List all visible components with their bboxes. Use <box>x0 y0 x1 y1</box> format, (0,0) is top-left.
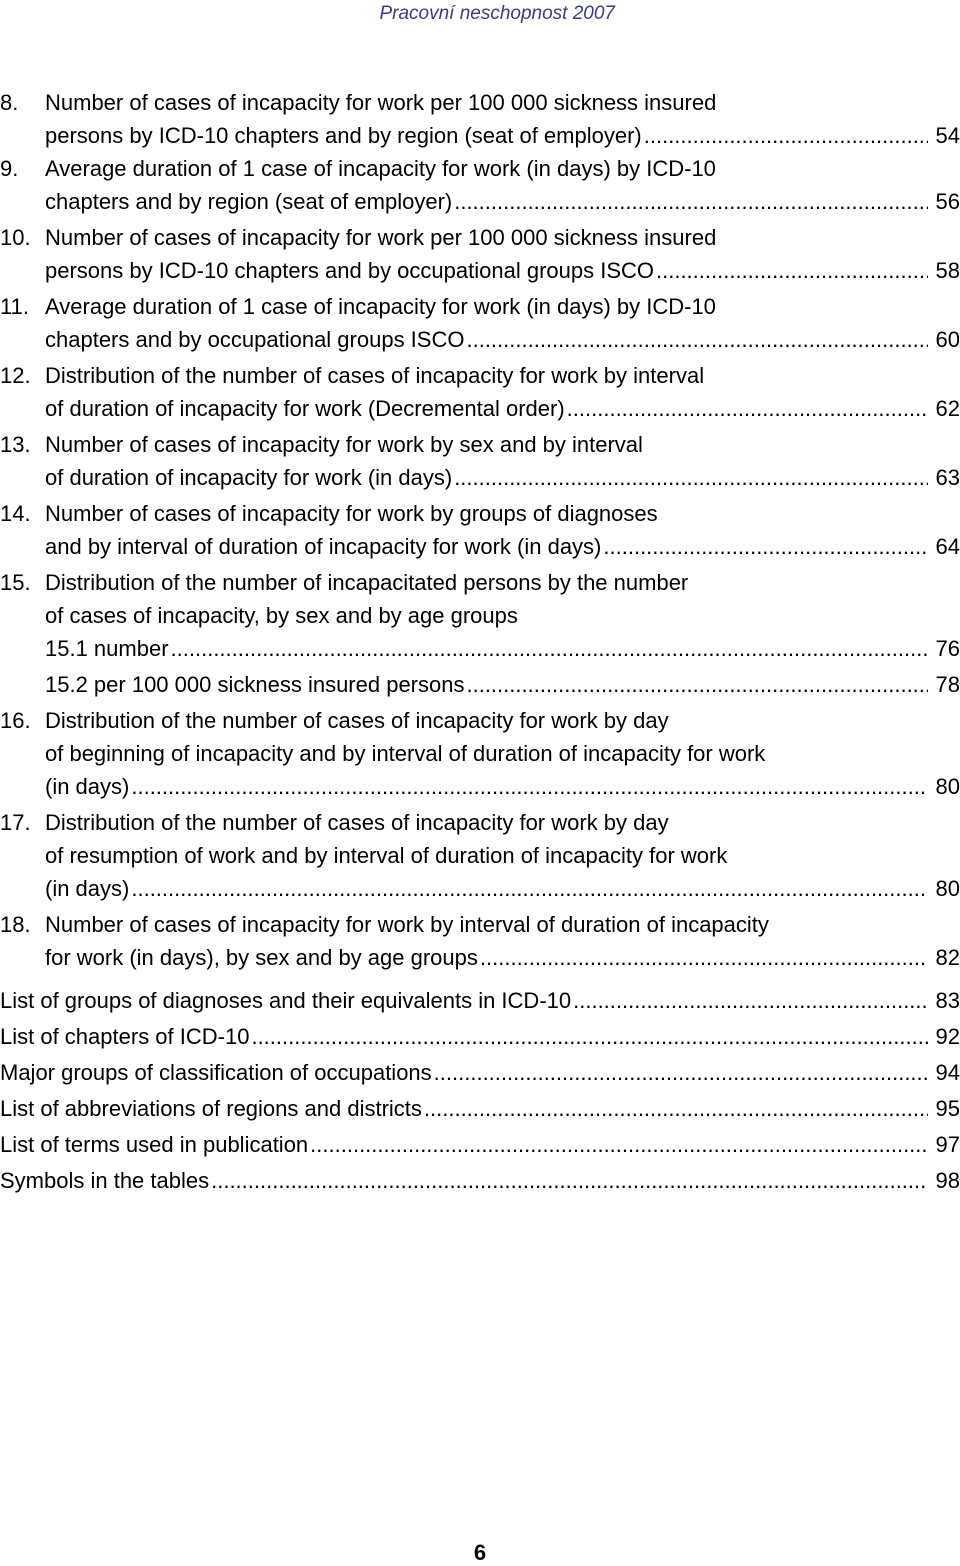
entry-page: 80 <box>935 774 960 799</box>
leader-dots <box>454 461 928 494</box>
entry-text: List of abbreviations of regions and districts <box>0 1096 422 1121</box>
entry-number: 11. <box>0 294 29 319</box>
appendix-entry-abbreviations[interactable] <box>0 1092 960 1125</box>
entry-number: 12. <box>0 363 31 388</box>
entry-number: 9. <box>0 156 19 181</box>
entry-page: 58 <box>935 258 960 283</box>
entry-text: of duration of incapacity for work (in days) <box>45 465 453 490</box>
running-header: Pracovní neschopnost 2007 <box>379 3 615 24</box>
toc-entry-9[interactable] <box>0 152 960 218</box>
toc-entry-17[interactable] <box>0 806 960 905</box>
entry-page: 80 <box>935 876 960 901</box>
leader-dots <box>131 872 928 905</box>
leader-dots <box>656 254 928 287</box>
entry-page: 56 <box>935 189 960 214</box>
toc-entry-18[interactable] <box>0 908 960 974</box>
leader-dots <box>434 1056 928 1089</box>
entry-text: of cases of incapacity, by sex and by age groups <box>45 603 518 628</box>
entry-number: 18. <box>0 912 31 937</box>
entry-page: 78 <box>935 672 960 697</box>
entry-page: 63 <box>935 465 960 490</box>
leader-dots <box>466 668 928 701</box>
toc-entry-8[interactable] <box>0 86 960 152</box>
appendix-entry-symbols[interactable] <box>0 1164 960 1197</box>
entry-text: Distribution of the number of cases of incapacity for work by interval <box>45 363 705 388</box>
entry-page: 62 <box>935 396 960 421</box>
page-number: 6 <box>473 1540 487 1565</box>
entry-text: and by interval of duration of incapacity for work (in days) <box>45 534 602 559</box>
entry-page: 94 <box>935 1060 960 1085</box>
entry-number: 10. <box>0 225 31 250</box>
entry-text: List of groups of diagnoses and their equivalents in ICD-10 <box>0 988 572 1013</box>
leader-dots <box>644 119 928 152</box>
leader-dots <box>251 1020 928 1053</box>
entry-text: (in days) <box>45 876 130 901</box>
entry-text: for work (in days), by sex and by age groups <box>45 945 478 970</box>
entry-text: Symbols in the tables <box>0 1168 210 1193</box>
entry-page: 97 <box>935 1132 960 1157</box>
table-of-contents <box>0 86 960 1197</box>
toc-entry-11[interactable] <box>0 290 960 356</box>
toc-entry-14[interactable] <box>0 497 960 563</box>
appendix-entry-occupations[interactable] <box>0 1056 960 1089</box>
entry-text: of beginning of incapacity and by interval of duration of incapacity for work <box>45 741 766 766</box>
entry-page: 83 <box>935 988 960 1013</box>
appendix-entry-diagnoses[interactable] <box>0 984 960 1017</box>
toc-entry-15-2[interactable] <box>0 668 960 701</box>
leader-dots <box>567 392 928 425</box>
entry-text: of resumption of work and by interval of duration of incapacity for work <box>45 843 728 868</box>
toc-entry-10[interactable] <box>0 221 960 287</box>
entry-text: Number of cases of incapacity for work by groups of diagnoses <box>45 501 658 526</box>
entry-text: persons by ICD-10 chapters and by region (seat of employer) <box>45 123 642 148</box>
leader-dots <box>171 632 928 665</box>
leader-dots <box>573 984 928 1017</box>
entry-text: 15.1 number <box>45 636 169 661</box>
entry-page: 82 <box>935 945 960 970</box>
entry-text: Distribution of the number of incapacitated persons by the number <box>45 570 689 595</box>
entry-text: Number of cases of incapacity for work by sex and by interval <box>45 432 643 457</box>
leader-dots <box>466 323 928 356</box>
toc-entry-13[interactable] <box>0 428 960 494</box>
entry-text: Average duration of 1 case of incapacity for work (in days) by ICD-10 <box>45 294 716 319</box>
entry-page: 98 <box>935 1168 960 1193</box>
leader-dots <box>454 185 928 218</box>
entry-text: chapters and by region (seat of employer) <box>45 189 453 214</box>
leader-dots <box>131 770 928 803</box>
appendix-entry-terms[interactable] <box>0 1128 960 1161</box>
entry-text: Average duration of 1 case of incapacity for work (in days) by ICD-10 <box>45 156 716 181</box>
entry-text: of duration of incapacity for work (Decremental order) <box>45 396 565 421</box>
entry-text: Number of cases of incapacity for work per 100 000 sickness insured <box>45 225 717 250</box>
toc-entry-15 <box>0 566 960 701</box>
toc-entry-16[interactable] <box>0 704 960 803</box>
entry-text: 15.2 per 100 000 sickness insured persons <box>45 672 465 697</box>
appendix-entry-chapters[interactable] <box>0 1020 960 1053</box>
entry-text: chapters and by occupational groups ISCO <box>45 327 465 352</box>
entry-text: Distribution of the number of cases of incapacity for work by day <box>45 810 669 835</box>
toc-entry-15-1[interactable] <box>0 632 960 665</box>
leader-dots <box>603 530 928 563</box>
leader-dots <box>310 1128 928 1161</box>
entry-text: Number of cases of incapacity for work per 100 000 sickness insured <box>45 90 717 115</box>
entry-text: (in days) <box>45 774 130 799</box>
entry-page: 64 <box>935 534 960 559</box>
leader-dots <box>211 1164 928 1197</box>
entry-text: Major groups of classification of occupations <box>0 1060 432 1085</box>
entry-number: 15. <box>0 570 31 595</box>
entry-page: 92 <box>935 1024 960 1049</box>
entry-page: 95 <box>935 1096 960 1121</box>
entry-number: 14. <box>0 501 31 526</box>
toc-entry-12[interactable] <box>0 359 960 425</box>
entry-text: Distribution of the number of cases of incapacity for work by day <box>45 708 669 733</box>
entry-page: 54 <box>935 123 960 148</box>
entry-text: List of terms used in publication <box>0 1132 309 1157</box>
entry-text: List of chapters of ICD-10 <box>0 1024 250 1049</box>
entry-number: 16. <box>0 708 31 733</box>
leader-dots <box>480 941 928 974</box>
entry-number: 8. <box>0 90 19 115</box>
entry-number: 17. <box>0 810 31 835</box>
entry-text: persons by ICD-10 chapters and by occupational groups ISCO <box>45 258 654 283</box>
entry-page: 76 <box>935 636 960 661</box>
entry-page: 60 <box>935 327 960 352</box>
entry-text: Number of cases of incapacity for work by interval of duration of incapacity <box>45 912 769 937</box>
leader-dots <box>424 1092 928 1125</box>
entry-number: 13. <box>0 432 31 457</box>
